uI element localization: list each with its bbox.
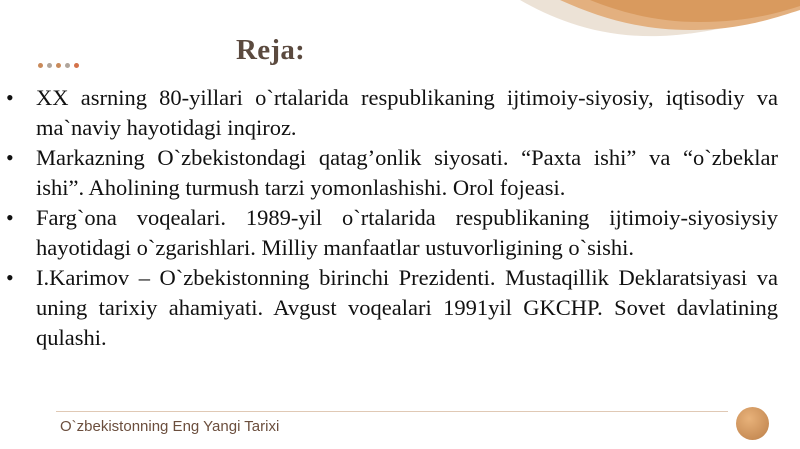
dot — [65, 63, 70, 68]
slide-title: Reja: — [236, 34, 306, 66]
decorative-wave-shape — [0, 0, 800, 60]
bullet-icon: • — [6, 145, 14, 170]
footer-divider — [56, 411, 728, 412]
bullet-text: I.Karimov – O`zbekistonning birinchi Prezidenti. Mustaqillik Deklaratsiyasi va uning tarixiy ahamiyati. Avgust voqealari 1991yil GKCHP. Sovet davlatining qulashi. — [36, 265, 778, 350]
decorative-dots — [38, 63, 79, 68]
bullet-item — [6, 83, 778, 143]
bullet-item — [6, 203, 778, 263]
bullet-icon: • — [6, 205, 14, 230]
decorative-circle — [736, 407, 769, 440]
bullet-item — [6, 263, 778, 353]
bullet-text: XX asrning 80-yillari o`rtalarida respublikaning ijtimoiy-siyosiy, iqtisodiy va ma`naviy hayotidagi inqiroz. — [36, 85, 778, 140]
bullet-item — [6, 143, 778, 203]
bullet-icon: • — [6, 265, 14, 290]
bullet-text: Farg`ona voqealari. 1989-yil o`rtalarida respublikaning ijtimoiy-siyosiysiy hayotidagi o`zgarishlari. Milliy manfaatlar ustuvorligining o`sishi. — [36, 205, 778, 260]
dot — [47, 63, 52, 68]
footer-text: O`zbekistonning Eng Yangi Tarixi — [60, 418, 280, 435]
bullet-text: Markazning O`zbekistondagi qatag’onlik siyosati. “Paxta ishi” va “o`zbeklar ishi”. Aholining turmush tarzi yomonlashishi. Orol fojeasi. — [36, 145, 778, 200]
dot — [56, 63, 61, 68]
dot — [38, 63, 43, 68]
dot — [74, 63, 79, 68]
bullet-list — [6, 83, 778, 353]
bullet-icon: • — [6, 85, 14, 110]
